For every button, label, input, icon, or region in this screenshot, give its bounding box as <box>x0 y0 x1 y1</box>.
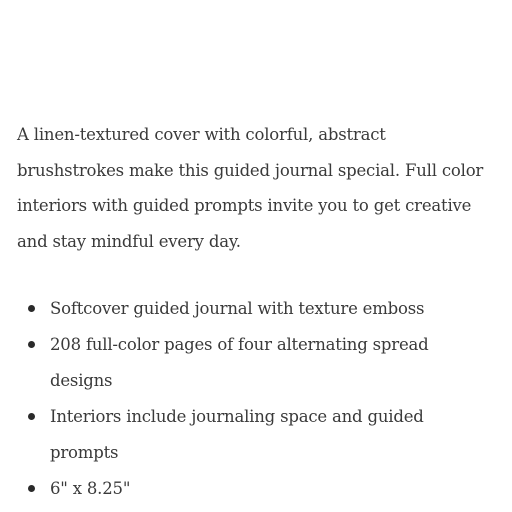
product-description: A linen-textured cover with colorful, abstract brushstrokes make this guided journal special. Full color interiors with guided prompts invite you to get creative and stay mindful every day. <box>17 125 484 251</box>
bullet-icon <box>28 485 35 492</box>
bullet-icon <box>28 305 35 312</box>
list-item <box>17 399 492 471</box>
feature-text: 208 full-color pages of four alternating spread designs <box>50 335 429 390</box>
list-item <box>17 291 492 327</box>
feature-text: 6" x 8.25" <box>50 479 131 498</box>
bullet-icon <box>28 341 35 348</box>
feature-text: Softcover guided journal with texture emboss <box>50 299 425 318</box>
feature-text: Interiors include journaling space and guided prompts <box>50 407 424 462</box>
list-item <box>17 471 492 507</box>
list-item <box>17 327 492 399</box>
feature-list <box>17 291 492 507</box>
bullet-icon <box>28 413 35 420</box>
